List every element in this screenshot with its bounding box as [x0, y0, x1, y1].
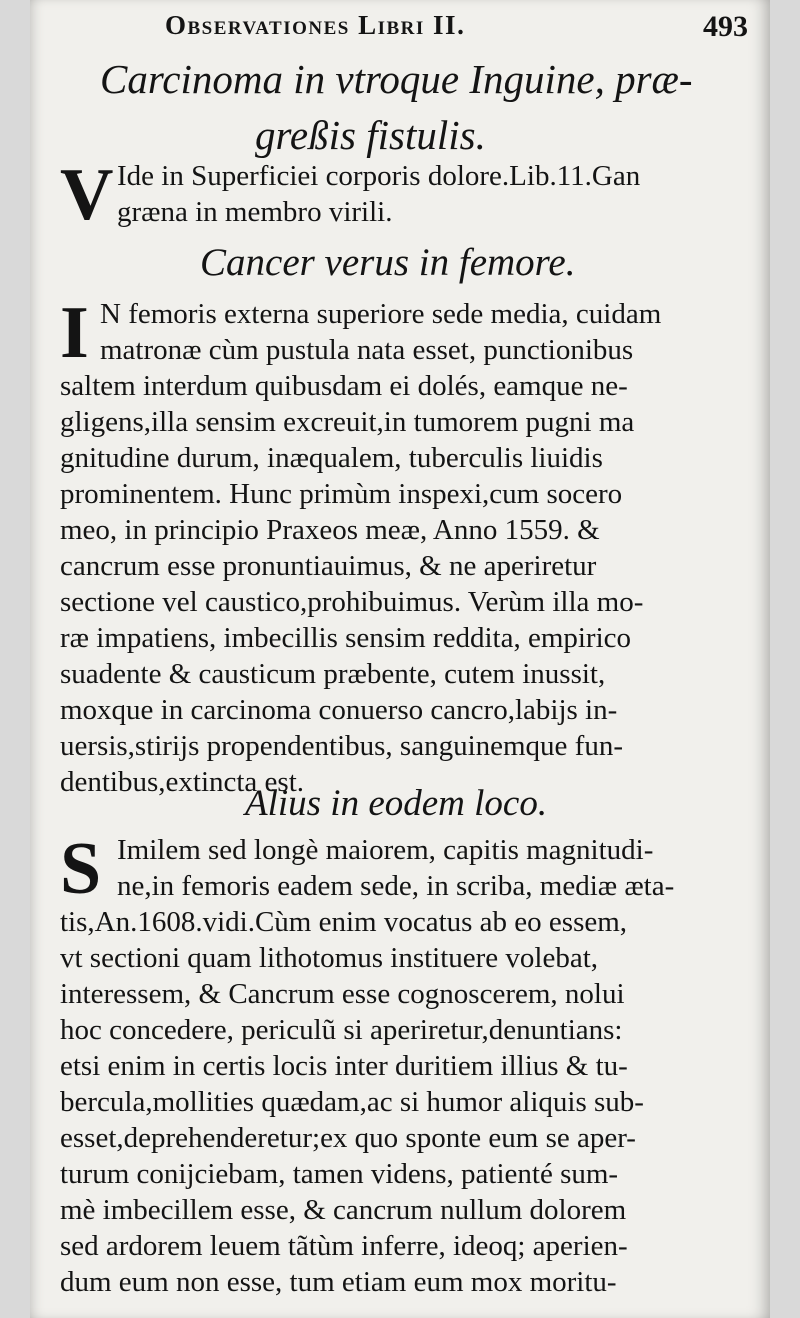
text-line: gnitudine durum, inæqualem, tuberculis liuidis [60, 442, 603, 474]
text-line: prominentem. Hunc primùm inspexi,cum socero [60, 478, 623, 510]
text-line: saltem interdum quibusdam ei dolés, eamque ne- [60, 370, 628, 402]
text-line: interessem, & Cancrum esse cognoscerem, nolui [60, 978, 625, 1010]
text-line: Ide in Superficiei corporis dolore.Lib.11.Gan [117, 160, 641, 192]
text-line: hoc concedere, periculũ si aperiretur,denuntians: [60, 1014, 623, 1046]
book-page [30, 0, 770, 1318]
drop-cap: I [60, 292, 89, 374]
text-line: sectione vel caustico,prohibuimus. Verùm illa mo- [60, 586, 644, 618]
text-line: N femoris externa superiore sede media, cuidam [100, 298, 662, 330]
text-line: meo, in principio Praxeos meæ, Anno 1559. & [60, 514, 600, 546]
text-line: vt sectioni quam lithotomus instituere volebat, [60, 942, 599, 974]
text-line: ræ impatiens, imbecillis sensim reddita, empirico [60, 622, 632, 654]
section-heading-alius: Alius in eodem loco. [245, 783, 548, 824]
text-line: gligens,illa sensim excreuit,in tumorem pugni ma [60, 406, 635, 438]
text-line: uersis,stirijs propendentibus, sanguinemque fun- [60, 730, 623, 762]
text-line: etsi enim in certis locis inter duritiem illius & tu- [60, 1050, 628, 1082]
page-number: 493 [703, 10, 748, 43]
section-heading-carcinoma-line2: greßis fistulis. [255, 112, 486, 158]
text-line: ne,in femoris eadem sede, in scriba, mediæ æta- [117, 870, 675, 902]
text-line: dum eum non esse, tum etiam eum mox moritu- [60, 1266, 617, 1298]
drop-cap: S [60, 828, 102, 910]
section-heading-cancer-verus: Cancer verus in femore. [200, 241, 576, 284]
text-line: bercula,mollities quædam,ac si humor aliquis sub- [60, 1086, 644, 1118]
running-title: Observationes Libri II. [165, 10, 466, 40]
text-line: sed ardorem leuem tãtùm inferre, ideoq; aperien- [60, 1230, 628, 1262]
text-line: suadente & causticum præbente, cutem inussit, [60, 658, 606, 690]
text-line: tis,An.1608.vidi.Cùm enim vocatus ab eo essem, [60, 906, 628, 938]
text-line: cancrum esse pronuntiauimus, & ne aperiretur [60, 550, 597, 582]
text-line: matronæ cùm pustula nata esset, punctionibus [100, 334, 634, 366]
text-line: moxque in carcinoma conuerso cancro,labijs in- [60, 694, 618, 726]
text-line: Imilem sed longè maiorem, capitis magnitudi- [117, 834, 654, 866]
section-heading-carcinoma-line1: Carcinoma in vtroque Inguine, præ- [100, 56, 693, 102]
text-line: græna in membro virili. [117, 196, 393, 228]
text-line: turum conijciebam, tamen videns, patienté sum- [60, 1158, 619, 1190]
text-line: esset,deprehenderetur;ex quo sponte eum se aper- [60, 1122, 636, 1154]
text-line: mè imbecillem esse, & cancrum nullum dolorem [60, 1194, 627, 1226]
drop-cap: V [60, 154, 114, 236]
text-line: dentibus,extincta est. [60, 766, 305, 798]
